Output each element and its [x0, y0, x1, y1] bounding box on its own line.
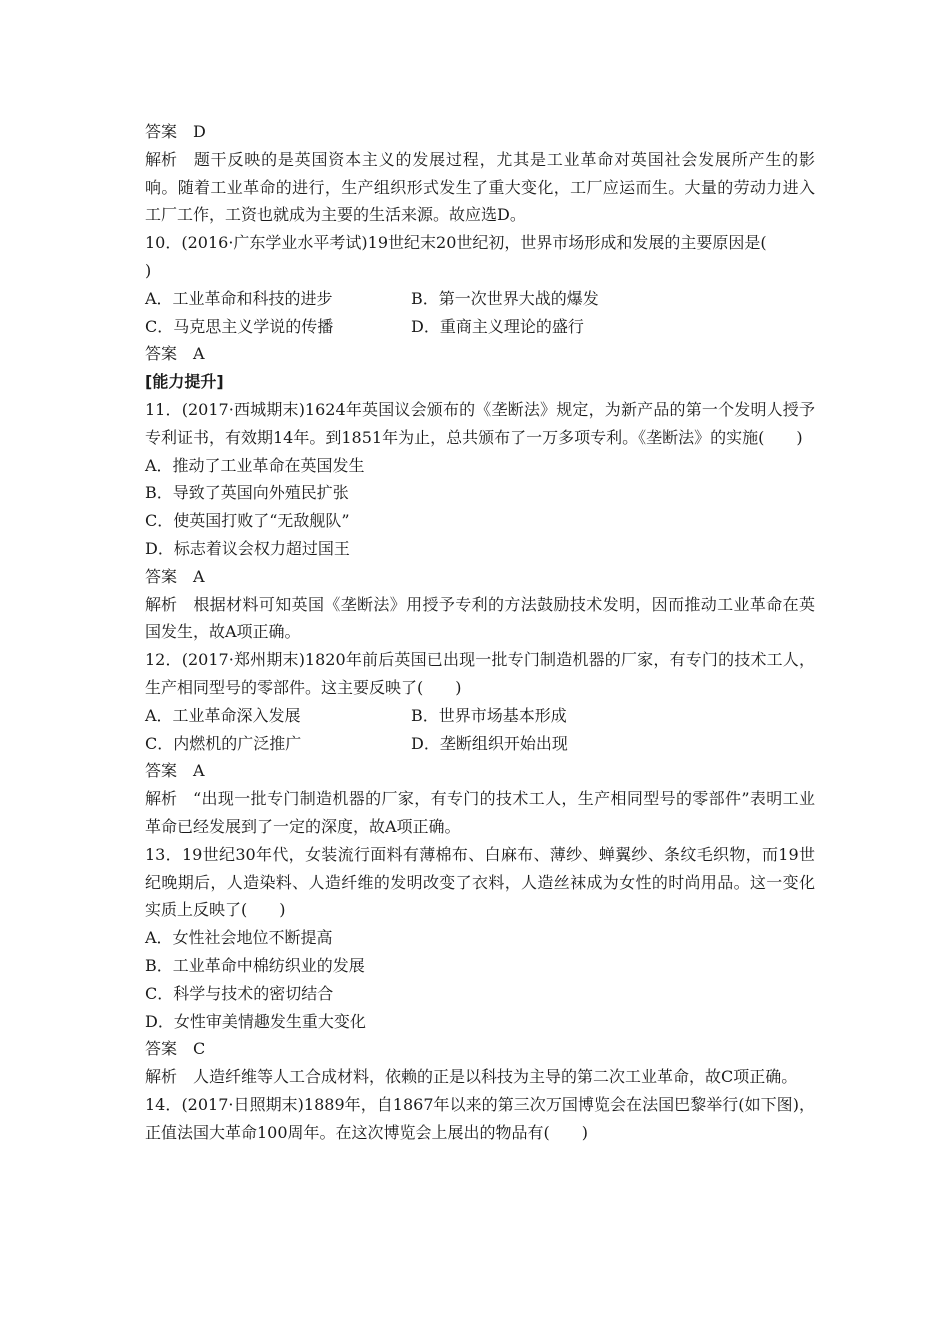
option-c: C．内燃机的广泛推广 [145, 733, 302, 753]
document-page [145, 118, 815, 1146]
answer-value: A [193, 344, 205, 364]
option-b: B．导致了英国向外殖民扩张 [145, 483, 349, 503]
answer-label: 答案 [145, 1039, 178, 1059]
option-a: A．推动了工业革命在英国发生 [145, 455, 365, 475]
option-a: A．工业革命深入发展 [145, 705, 301, 725]
question-12-options-row-2 [145, 730, 815, 758]
answer-value: D [193, 122, 206, 141]
answer-line [145, 1035, 815, 1063]
answer-line [145, 118, 815, 146]
question-13-stem: 13．19世纪30年代，女装流行面料有薄棉布、白麻布、薄纱、蝉翼纱、条纹毛织物，而19世纪晚期后，人造染料、人造纤维的发明改变了衣料，人造丝袜成为女性的时尚用品。这一变化实质上反映了( ) [145, 844, 815, 920]
analysis-paragraph [145, 785, 815, 841]
question-10-options-row-1 [145, 285, 815, 313]
option-d: D．重商主义理论的盛行 [411, 316, 584, 336]
analysis-label: 解析 [145, 149, 178, 169]
question-11-stem: 11．(2017·西城期末)1624年英国议会颁布的《垄断法》规定，为新产品的第一个发明人授予专利证书，有效期14年。到1851年为止，总共颁布了一万多项专利。《垄断法》的实施( ) [145, 399, 815, 447]
option-c: C．马克思主义学说的传播 [145, 316, 334, 336]
answer-value: C [193, 1039, 206, 1059]
option-d: D．标志着议会权力超过国王 [145, 538, 350, 558]
question-12-options-row-1 [145, 702, 815, 730]
answer-label: 答案 [145, 761, 178, 781]
option-a: A．女性社会地位不断提高 [145, 928, 333, 948]
option-c: C．科学与技术的密切结合 [145, 983, 334, 1003]
answer-value: A [193, 761, 205, 781]
option-b: B．世界市场基本形成 [411, 705, 567, 725]
option-c: C．使英国打败了“无敌舰队” [145, 511, 350, 531]
option-d: D．女性审美情趣发生重大变化 [145, 1011, 366, 1031]
analysis-text: 人造纤维等人工合成材料，依赖的正是以科技为主导的第二次工业革命，故C项正确。 [193, 1067, 798, 1087]
option-b: B．第一次世界大战的爆发 [411, 288, 599, 308]
question-14-stem: 14．(2017·日照期末)1889年，自1867年以来的第三次万国博览会在法国巴黎举行(如下图)，正值法国大革命100周年。在这次博览会上展出的物品有( ) [145, 1094, 815, 1142]
analysis-text: 根据材料可知英国《垄断法》用授予专利的方法鼓励技术发明，因而推动工业革命在英国发生，故A项正确。 [145, 594, 815, 642]
answer-label: 答案 [145, 344, 178, 364]
answer-line [145, 340, 815, 368]
analysis-paragraph [145, 146, 815, 229]
analysis-label: 解析 [145, 789, 178, 809]
analysis-text: “出现一批专门制造机器的厂家，有专门的技术工人，生产相同型号的零部件”表明工业革命已经发展到了一定的深度，故A项正确。 [145, 789, 815, 836]
option-b: B．工业革命中棉纺织业的发展 [145, 955, 365, 975]
question-10-options-row-2 [145, 313, 815, 341]
answer-line [145, 563, 815, 591]
analysis-label: 解析 [145, 594, 178, 614]
answer-value: A [193, 566, 205, 586]
analysis-paragraph [145, 1063, 815, 1091]
question-12-stem: 12．(2017·郑州期末)1820年前后英国已出现一批专门制造机器的厂家，有专门的技术工人，生产相同型号的零部件。这主要反映了( ) [145, 650, 815, 697]
analysis-label: 解析 [145, 1067, 178, 1087]
option-d: D．垄断组织开始出现 [411, 733, 568, 753]
section-heading: [能力提升] [145, 372, 224, 392]
question-10-stem-cont: ) [145, 260, 152, 280]
analysis-paragraph [145, 591, 815, 647]
option-a: A．工业革命和科技的进步 [145, 288, 333, 308]
answer-label: 答案 [145, 566, 178, 586]
analysis-text: 题干反映的是英国资本主义的发展过程，尤其是工业革命对英国社会发展所产生的影响。随着工业革命的进行，生产组织形式发生了重大变化，工厂应运而生。大量的劳动力进入工厂工作，工资也就成为主要的生活来源。故应选D。 [145, 149, 815, 225]
answer-line [145, 757, 815, 785]
question-10-stem: 10．(2016·广东学业水平考试)19世纪末20世纪初，世界市场形成和发展的主要原因是( [145, 233, 767, 253]
answer-label: 答案 [145, 122, 178, 141]
